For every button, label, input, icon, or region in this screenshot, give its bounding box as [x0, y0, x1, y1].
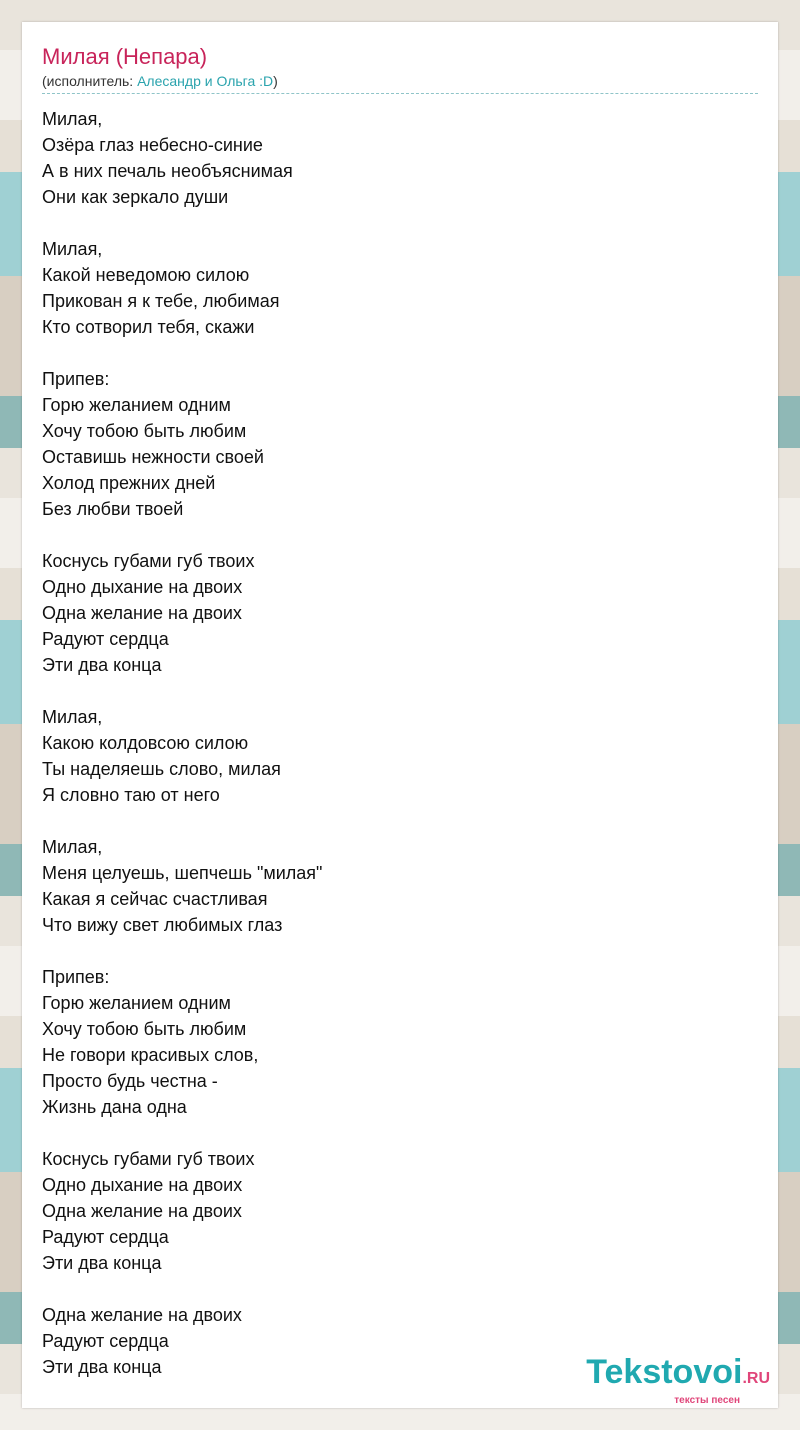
lyric-line: Холод прежних дней [42, 473, 216, 493]
lyric-line: Милая, [42, 239, 103, 259]
lyric-line: Просто будь честна - [42, 1071, 218, 1091]
lyric-line: Эти два конца [42, 1253, 162, 1273]
lyric-line: Озёра глаз небесно-синие [42, 135, 263, 155]
stanza-break [42, 522, 742, 548]
lyric-line: Что вижу свет любимых глаз [42, 915, 283, 935]
lyric-line: Какой неведомою силою [42, 265, 250, 285]
stanza-break [42, 1120, 742, 1146]
lyric-line: Милая, [42, 837, 103, 857]
logo-name: Tekstovoi [586, 1353, 743, 1391]
lyric-line: Коснусь губами губ твоих [42, 1149, 255, 1169]
lyric-line: Припев: [42, 967, 110, 987]
stanza-break [42, 938, 742, 964]
header-divider [42, 93, 758, 94]
stanza-break [42, 678, 742, 704]
logo-tagline: тексты песен [674, 1395, 740, 1406]
logo-tld: .RU [742, 1370, 770, 1387]
performer-prefix: (исполнитель: [42, 73, 138, 89]
lyric-line: Одно дыхание на двоих [42, 577, 243, 597]
performer-link[interactable]: Алесандр и Ольга :D [137, 73, 274, 89]
lyrics-card [22, 22, 778, 1408]
lyric-line: А в них печаль необъяснимая [42, 161, 293, 181]
lyric-line: Ты наделяешь слово, милая [42, 759, 281, 779]
lyric-line: Эти два конца [42, 1357, 162, 1377]
lyric-line: Радуют сердца [42, 1227, 169, 1247]
performer-line [42, 73, 278, 89]
lyric-line: Жизнь дана одна [42, 1097, 187, 1117]
lyric-line: Милая, [42, 707, 103, 727]
lyric-line: Какая я сейчас счастливая [42, 889, 268, 909]
lyric-line: Хочу тобою быть любим [42, 1019, 247, 1039]
lyric-line: Радуют сердца [42, 1331, 169, 1351]
stanza-break [42, 340, 742, 366]
lyric-line: Они как зеркало души [42, 187, 229, 207]
lyric-line: Кто сотворил тебя, скажи [42, 317, 255, 337]
stanza-break [42, 210, 742, 236]
lyric-line: Эти два конца [42, 655, 162, 675]
lyric-line: Какою колдовсою силою [42, 733, 249, 753]
lyric-line: Одно дыхание на двоих [42, 1175, 243, 1195]
logo-wordmark [586, 1355, 770, 1396]
lyric-line: Припев: [42, 369, 110, 389]
lyric-line: Горю желанием одним [42, 993, 231, 1013]
lyric-line: Одна желание на двоих [42, 603, 242, 623]
lyric-line: Горю желанием одним [42, 395, 231, 415]
lyric-line: Меня целуешь, шепчешь "милая" [42, 863, 323, 883]
lyric-line: Одна желание на двоих [42, 1305, 242, 1325]
lyrics-text [42, 106, 742, 1380]
lyric-line: Оставишь нежности своей [42, 447, 264, 467]
stanza-break [42, 1276, 742, 1302]
lyric-line: Не говори красивых слов, [42, 1045, 259, 1065]
performer-suffix: ) [273, 73, 278, 89]
lyric-line: Радуют сердца [42, 629, 169, 649]
lyric-line: Милая, [42, 109, 103, 129]
song-title: Милая (Непара) [42, 44, 208, 69]
lyric-line: Одна желание на двоих [42, 1201, 242, 1221]
stanza-break [42, 808, 742, 834]
lyric-line: Прикован я к тебе, любимая [42, 291, 280, 311]
lyric-line: Коснусь губами губ твоих [42, 551, 255, 571]
site-logo[interactable] [586, 1355, 770, 1406]
lyric-line: Хочу тобою быть любим [42, 421, 247, 441]
lyric-line: Без любви твоей [42, 499, 184, 519]
lyric-line: Я словно таю от него [42, 785, 220, 805]
